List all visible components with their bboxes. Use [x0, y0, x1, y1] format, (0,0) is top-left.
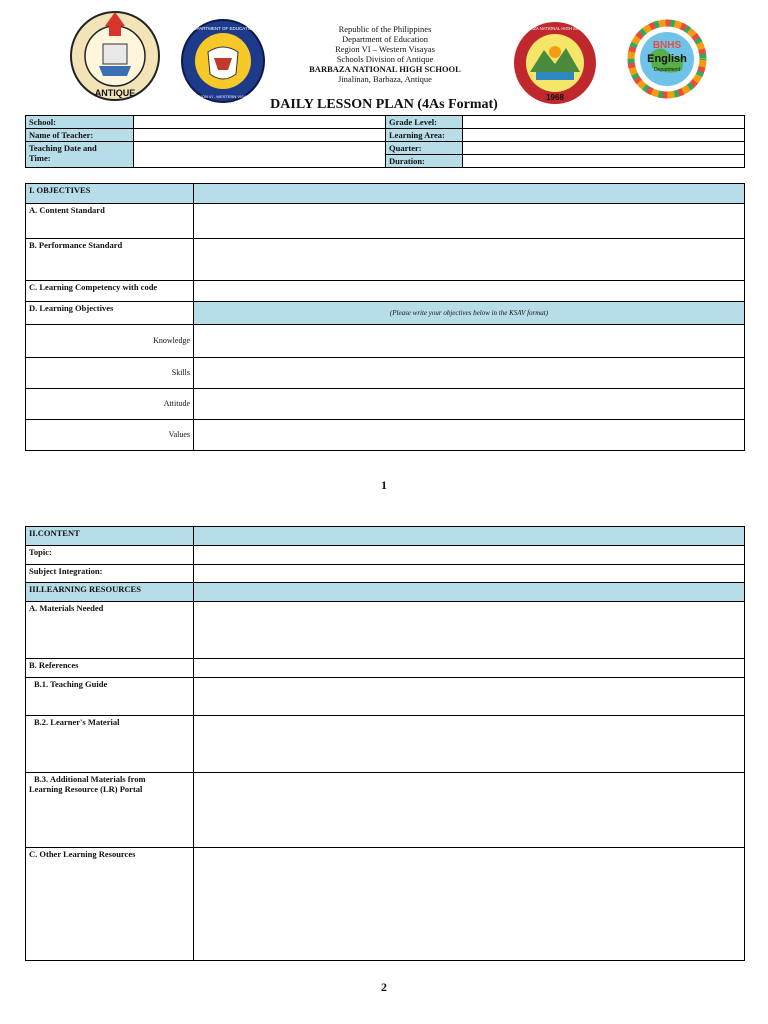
deped-region-vi-seal — [178, 18, 268, 104]
svg-text:Department: Department — [653, 67, 681, 73]
teaching-date-field[interactable] — [134, 142, 386, 168]
materials-needed-field[interactable] — [194, 602, 745, 659]
knowledge-label: Knowledge — [26, 325, 194, 358]
svg-text:BNHS: BNHS — [652, 40, 682, 51]
subject-integration-field[interactable] — [194, 565, 745, 583]
republic-line: Republic of the Philippines — [338, 24, 432, 34]
content-standard-field[interactable] — [194, 204, 745, 239]
content-heading-fill — [194, 527, 745, 546]
teaching-guide-field[interactable] — [194, 678, 745, 716]
skills-field[interactable] — [194, 358, 745, 389]
values-label: Values — [26, 420, 194, 451]
info-table — [25, 115, 745, 168]
other-resources-label: C. Other Learning Resources — [26, 848, 194, 961]
svg-text:DEPARTMENT OF EDUCATION: DEPARTMENT OF EDUCATION — [190, 26, 256, 31]
teaching-date-label-line2: Time: — [29, 153, 51, 163]
additional-materials-label — [26, 773, 194, 848]
topic-label: Topic: — [26, 546, 194, 565]
content-table — [25, 526, 745, 961]
barbaza-nhs-seal — [512, 20, 598, 106]
learning-objectives-label: D. Learning Objectives — [26, 302, 194, 325]
deped-antique-seal — [65, 6, 165, 102]
bnhs-english-logo — [622, 14, 712, 104]
attitude-field[interactable] — [194, 389, 745, 420]
materials-needed-label: A. Materials Needed — [26, 602, 194, 659]
attitude-label: Attitude — [26, 389, 194, 420]
competency-field[interactable] — [194, 281, 745, 302]
learners-material-label: B.2. Learner's Material — [26, 716, 194, 773]
department-line: Department of Education — [342, 34, 428, 44]
additional-materials-line1: B.3. Additional Materials from — [34, 774, 146, 784]
learning-resources-heading: III.LEARNING RESOURCES — [26, 583, 194, 602]
letterhead — [290, 24, 480, 84]
svg-text:BARBAZA NATIONAL HIGH SCHOOL: BARBAZA NATIONAL HIGH SCHOOL — [519, 26, 591, 31]
other-resources-field[interactable] — [194, 848, 745, 961]
region-line: Region VI – Western Visayas — [335, 44, 435, 54]
page-number-1: 1 — [381, 478, 387, 492]
school-field[interactable] — [134, 116, 386, 129]
performance-standard-field[interactable] — [194, 239, 745, 281]
svg-text:1968: 1968 — [546, 93, 564, 102]
topic-field[interactable] — [194, 546, 745, 565]
quarter-field[interactable] — [463, 142, 745, 155]
subject-integration-label: Subject Integration: — [26, 565, 194, 583]
grade-level-field[interactable] — [463, 116, 745, 129]
ksav-note: (Please write your objectives below in the KSAV format) — [194, 302, 745, 325]
svg-text:English: English — [647, 53, 687, 65]
additional-materials-line2: Learning Resource (LR) Portal — [29, 784, 143, 794]
competency-label: C. Learning Competency with code — [26, 281, 194, 302]
content-heading: II.CONTENT — [26, 527, 194, 546]
knowledge-field[interactable] — [194, 325, 745, 358]
learners-material-field[interactable] — [194, 716, 745, 773]
performance-standard-label: B. Performance Standard — [26, 239, 194, 281]
school-name: BARBAZA NATIONAL HIGH SCHOOL — [309, 64, 461, 74]
learning-area-field[interactable] — [463, 129, 745, 142]
page-title: DAILY LESSON PLAN (4As Format) — [270, 97, 498, 112]
svg-text:REGION VI - WESTERN VISAYAS: REGION VI - WESTERN VISAYAS — [192, 94, 254, 99]
learning-area-label: Learning Area: — [386, 129, 463, 142]
content-standard-label: A. Content Standard — [26, 204, 194, 239]
learning-resources-heading-fill — [194, 583, 745, 602]
division-line: Schools Division of Antique — [336, 54, 434, 64]
references-label: B. References — [26, 659, 194, 678]
skills-label: Skills — [26, 358, 194, 389]
svg-text:ANTIQUE: ANTIQUE — [94, 88, 136, 98]
references-field[interactable] — [194, 659, 745, 678]
teacher-field[interactable] — [134, 129, 386, 142]
additional-materials-field[interactable] — [194, 773, 745, 848]
school-address: Jinalinan, Barbaza, Antique — [338, 74, 432, 84]
quarter-label: Quarter: — [386, 142, 463, 155]
page-number-2: 2 — [381, 980, 387, 994]
teacher-label: Name of Teacher: — [26, 129, 134, 142]
objectives-heading: I. OBJECTIVES — [26, 184, 194, 204]
duration-label: Duration: — [386, 155, 463, 168]
school-label: School: — [26, 116, 134, 129]
teaching-date-label — [26, 142, 134, 168]
duration-field[interactable] — [463, 155, 745, 168]
teaching-guide-label: B.1. Teaching Guide — [26, 678, 194, 716]
grade-level-label: Grade Level: — [386, 116, 463, 129]
objectives-heading-fill — [194, 184, 745, 204]
values-field[interactable] — [194, 420, 745, 451]
objectives-table — [25, 183, 745, 451]
teaching-date-label-line1: Teaching Date and — [29, 143, 97, 153]
